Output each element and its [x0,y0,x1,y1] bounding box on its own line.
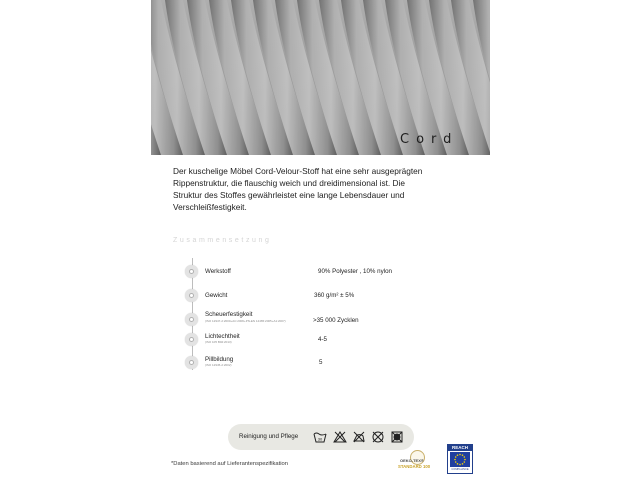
spec-norm: (ISO 105 B02:2013) [205,340,232,344]
description-line: Verschleißfestigkeit. [173,202,247,212]
spec-label: Pillbildung [205,356,234,363]
eu-star-icon [457,454,459,456]
reach-sub: COMPLIANCE [451,468,469,471]
bullet-icon [185,289,198,302]
description [173,165,473,213]
care-bar [228,424,414,450]
spec-value: >35 000 Zycklen [313,317,359,324]
spec-norm: (ISO 12945-2:2002) [205,363,232,367]
oeko-tex-title: OEKO-TEX® [400,458,424,463]
eu-stars-icon [450,452,470,467]
eu-star-icon [464,456,466,458]
wash-30-icon [313,430,327,444]
eu-star-icon [455,461,457,463]
eu-star-icon [459,454,461,456]
spec-label: Scheuerfestigkeit [205,311,253,318]
spec-label: Werkstoff [205,268,231,275]
hero-title: Cord [400,132,459,147]
description-line: Struktur des Stoffes gewährleistet eine lange Lebensdauer und [173,190,405,200]
reach-badge [447,444,473,474]
care-label: Reinigung und Pflege [239,433,299,440]
reach-title: REACH [448,445,472,451]
no-iron-icon [352,430,366,444]
no-dry-clean-icon [371,430,385,444]
oeko-tex-badge [398,450,438,472]
bullet-icon [185,333,198,346]
spec-value: 360 g/m² ± 5% [314,292,355,299]
spec-label: Lichtechtheit [205,333,240,340]
bullet-icon [185,313,198,326]
no-tumble-dry-icon [390,430,404,444]
eu-star-icon [457,463,459,465]
eu-star-icon [462,463,464,465]
bullet-icon [185,356,198,369]
no-bleach-icon [333,430,347,444]
eu-star-icon [454,459,456,461]
spec-value: 90% Polyester , 10% nylon [318,268,392,275]
footnote: *Daten basierend auf Lieferantenspezifikation [171,461,288,467]
spec-value: 5 [319,359,323,366]
svg-text:30: 30 [317,436,323,442]
eu-flag-icon [450,452,470,467]
spec-value: 4-5 [318,336,327,343]
eu-star-icon [464,459,466,461]
eu-star-icon [462,454,464,456]
oeko-tex-standard: STANDARD 100 [398,464,431,469]
eu-star-icon [459,464,461,466]
bullet-icon [185,265,198,278]
description-line: Rippenstruktur, die flauschig weich und dreidimensional ist. Die [173,178,405,188]
spec-norm: (ISO 12947-2:2000+AC:2006+PN-EN 14465:2005+A1:2007) [205,319,286,323]
eu-star-icon [455,456,457,458]
description-line: Der kuschelige Möbel Cord-Velour-Stoff hat eine sehr ausgeprägten [173,166,423,176]
eu-star-icon [464,461,466,463]
spec-label: Gewicht [205,292,228,299]
section-heading: Zusammensetzung [173,237,272,244]
